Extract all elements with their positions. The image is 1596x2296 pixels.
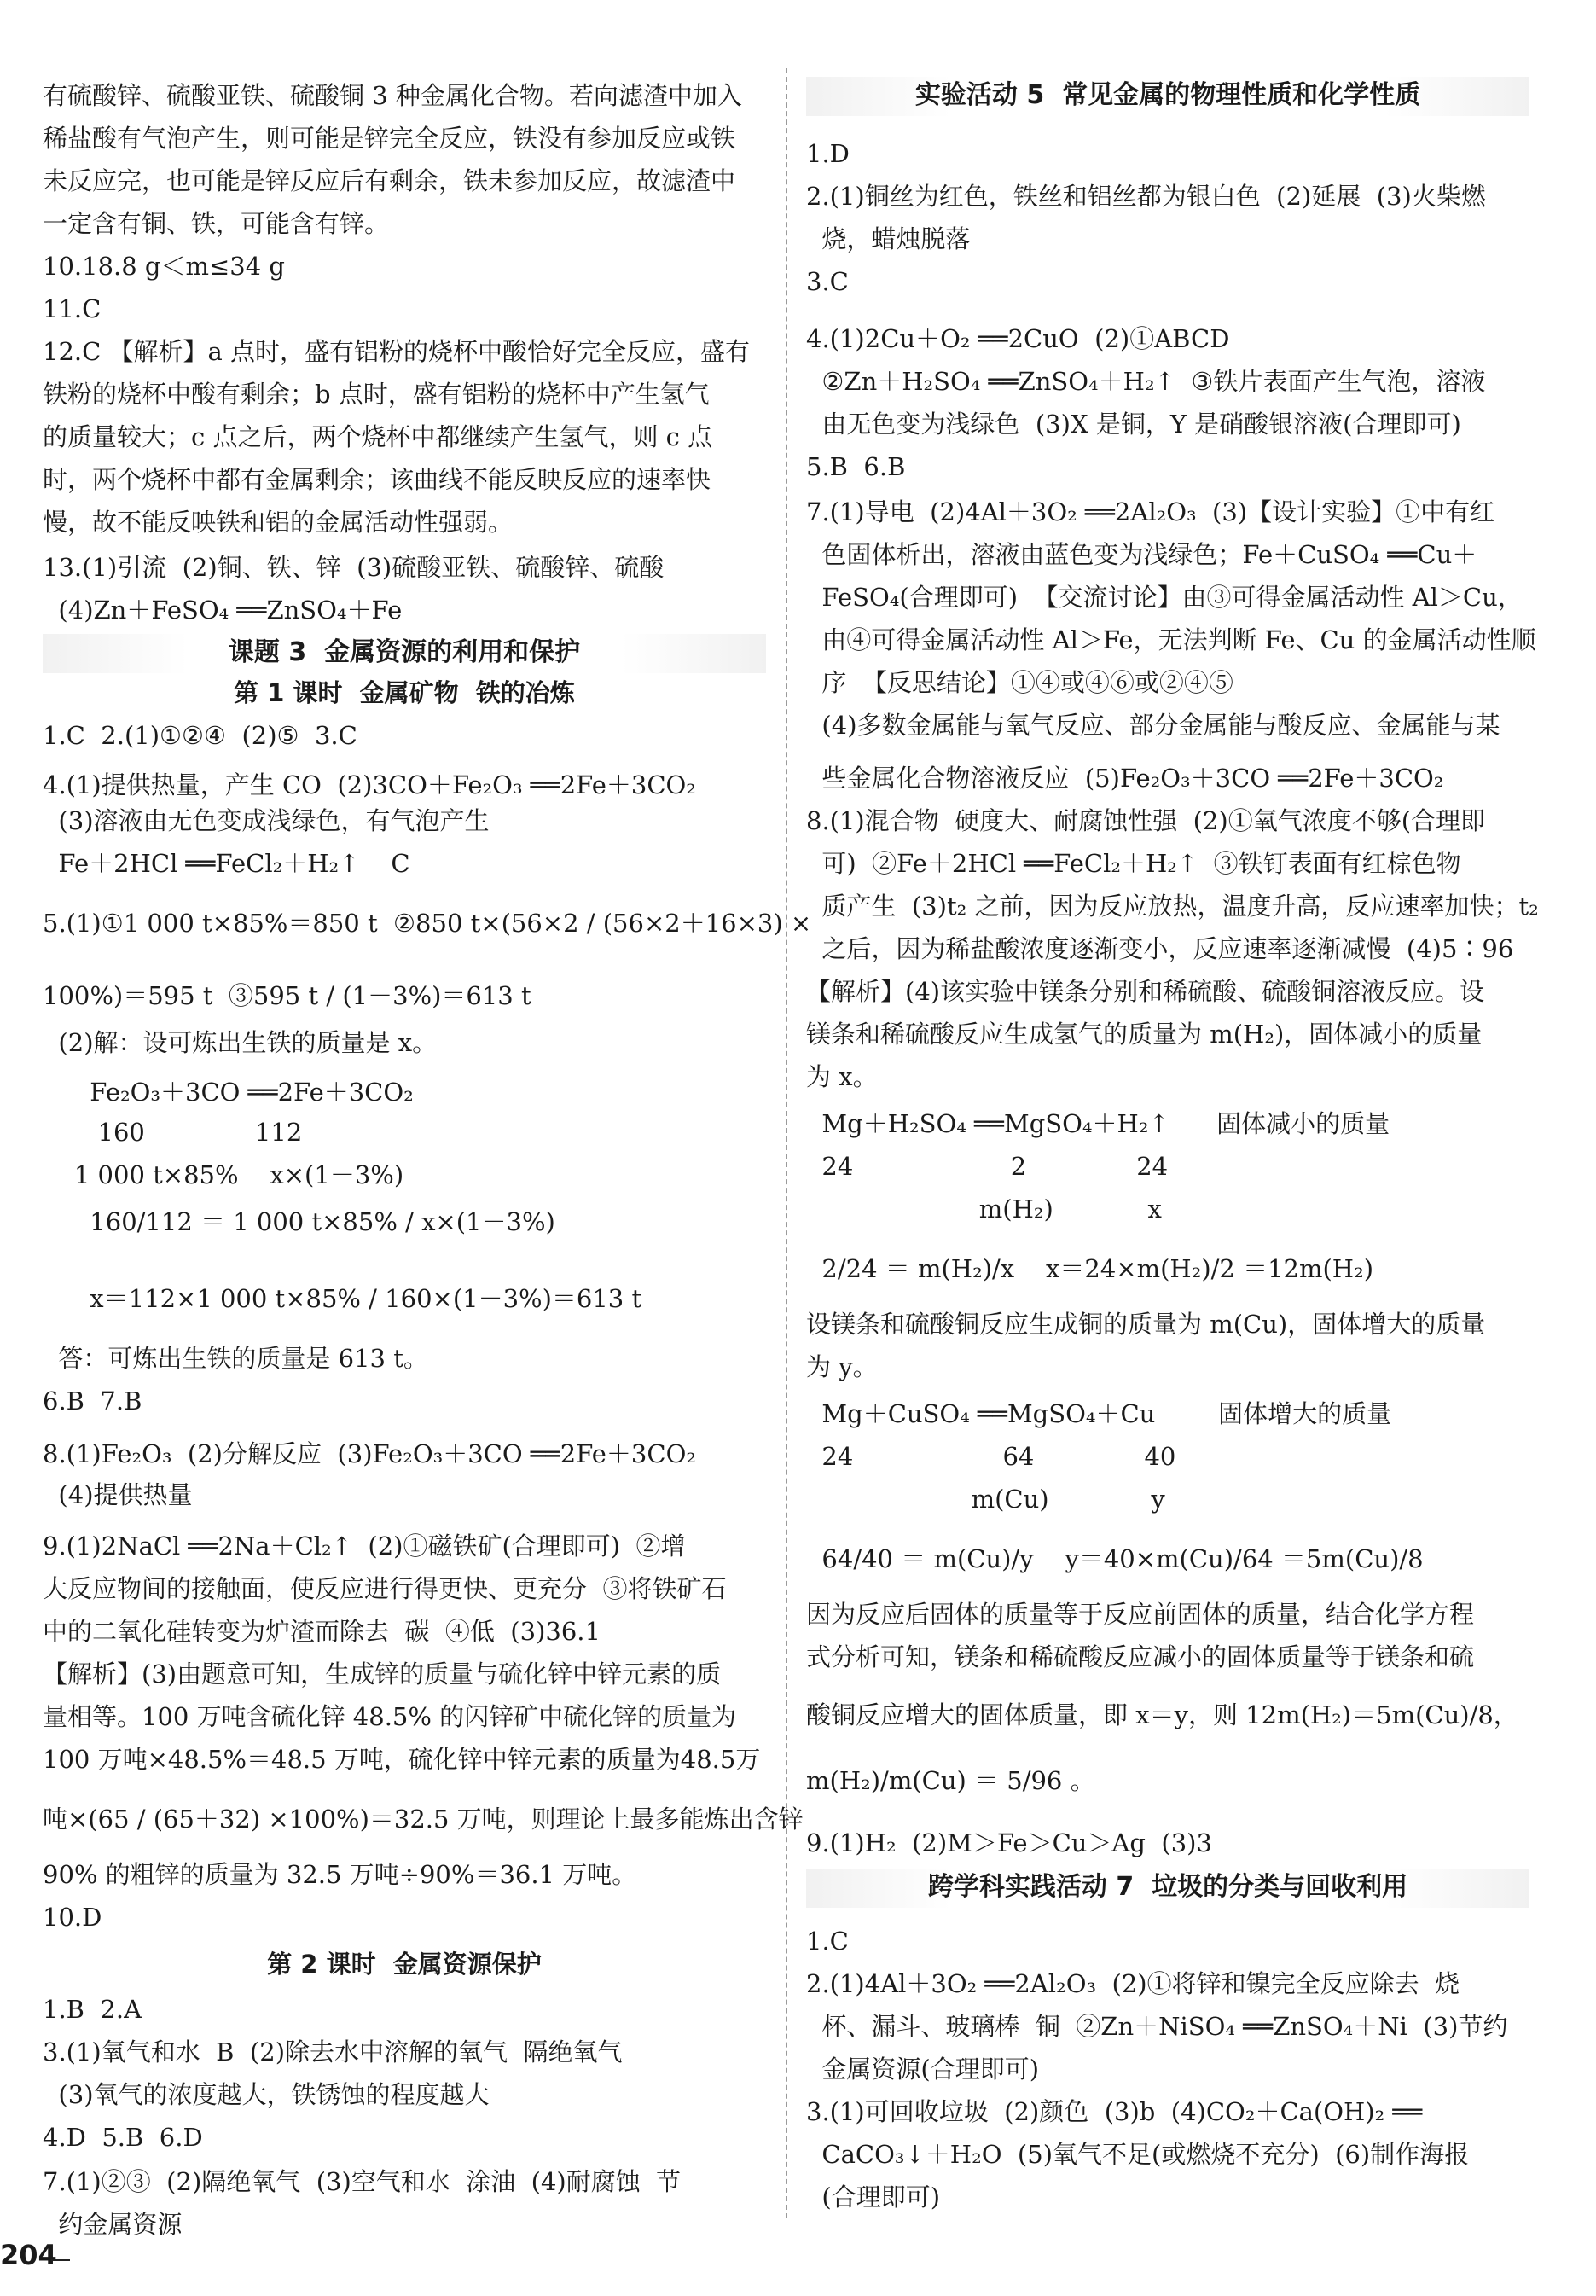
answer-line: 3.(1)可回收垃圾 (2)颜色 (3)b (4)CO₂＋Ca(OH)₂ ══ <box>806 2097 1423 2126</box>
answer-line: 64/40 ＝ m(Cu)/y y＝40×m(Cu)/64 ＝5m(Cu)/8 <box>806 1544 1424 1573</box>
answer-line: 4.D 5.B 6.D <box>43 2123 203 2152</box>
answer-line: 烧，蜡烛脱落 <box>806 224 971 253</box>
section-heading: 实验活动 5 常见金属的物理性质和化学性质 <box>914 80 1421 110</box>
answer-line: 1 000 t×85% x×(1－3%) <box>43 1160 404 1189</box>
answer-line: 10.D <box>43 1903 102 1932</box>
answer-line: 160/112 ＝ 1 000 t×85% / x×(1－3%) <box>43 1207 555 1236</box>
answer-line: (4)提供热量 <box>43 1480 193 1509</box>
answer-line: 7.(1)②③ (2)隔绝氧气 (3)空气和水 涂油 (4)耐腐蚀 节 <box>43 2167 682 2196</box>
answer-line: 4.(1)提供热量，产生 CO (2)3CO＋Fe₂O₃ ══2Fe＋3CO₂ <box>43 770 696 799</box>
answer-line: 设镁条和硫酸铜反应生成铜的质量为 m(Cu)，固体增大的质量 <box>806 1310 1486 1339</box>
answer-line: 由无色变为浅绿色 (3)X 是铜，Y 是硝酸银溶液(合理即可) <box>806 410 1461 439</box>
answer-line: 为 x。 <box>806 1062 878 1091</box>
answer-line: 色固体析出，溶液由蓝色变为浅绿色；Fe＋CuSO₄ ══Cu＋ <box>806 540 1477 569</box>
answer-line: 1.B 2.A <box>43 1995 142 2024</box>
answer-line: 有硫酸锌、硫酸亚铁、硫酸铜 3 种金属化合物。若向滤渣中加入 <box>43 81 742 110</box>
answer-line: 镁条和稀硫酸反应生成氢气的质量为 m(H₂)，固体减小的质量 <box>806 1020 1483 1049</box>
answer-line: FeSO₄(合理即可) 【交流讨论】由③可得金属活动性 Al＞Cu， <box>806 583 1523 612</box>
answer-line: 为 y。 <box>806 1352 878 1381</box>
answer-line: 之后，因为稀盐酸浓度逐渐变小，反应速率逐渐减慢 (4)5∶96 <box>806 934 1514 963</box>
answer-line: 4.(1)2Cu＋O₂ ══2CuO (2)①ABCD <box>806 324 1230 353</box>
answer-line: CaCO₃↓＋H₂O (5)氧气不足(或燃烧不充分) (6)制作海报 <box>806 2140 1470 2169</box>
answer-line: 5.B 6.B <box>806 452 906 481</box>
answer-line: Mg＋H₂SO₄ ══MgSO₄＋H₂↑ 固体减小的质量 <box>806 1109 1390 1138</box>
answer-line: 13.(1)引流 (2)铜、铁、锌 (3)硫酸亚铁、硫酸锌、硫酸 <box>43 553 665 582</box>
answer-line: (4)Zn＋FeSO₄ ══ZnSO₄＋Fe <box>43 596 403 625</box>
answer-line: 9.(1)2NaCl ══2Na＋Cl₂↑ (2)①磁铁矿(合理即可) ②增 <box>43 1532 686 1561</box>
answer-line: Fe＋2HCl ══FeCl₂＋H₂↑ C <box>43 849 410 878</box>
answer-line: 8.(1)混合物 硬度大、耐腐蚀性强 (2)①氧气浓度不够(合理即 <box>806 806 1486 835</box>
answer-line: 【解析】(4)该实验中镁条分别和稀硫酸、硫酸铜溶液反应。设 <box>806 977 1485 1006</box>
answer-line: 2.(1)4Al＋3O₂ ══2Al₂O₃ (2)①将锌和镍完全反应除去 烧 <box>806 1969 1460 1998</box>
answer-line: 2.(1)铜丝为红色，铁丝和铝丝都为银白色 (2)延展 (3)火柴燃 <box>806 182 1486 211</box>
section-heading: 跨学科实践活动 7 垃圾的分类与回收利用 <box>927 1872 1408 1902</box>
lesson-heading: 第 2 课时 金属资源保护 <box>267 1950 542 1979</box>
answer-line: 可) ②Fe＋2HCl ══FeCl₂＋H₂↑ ③铁钉表面有红棕色物 <box>806 849 1461 878</box>
answer-line: 24 64 40 <box>806 1442 1176 1471</box>
answer-line: 稀盐酸有气泡产生，则可能是锌完全反应，铁没有参加反应或铁 <box>43 124 736 153</box>
lesson-heading: 第 1 课时 金属矿物 铁的冶炼 <box>234 678 575 707</box>
answer-line: 3.(1)氧气和水 B (2)除去水中溶解的氧气 隔绝氧气 <box>43 2037 623 2066</box>
answer-line: 10.18.8 g＜m≤34 g <box>43 252 285 281</box>
answer-line: 序 【反思结论】①④或④⑥或②④⑤ <box>806 668 1233 697</box>
answer-line: (4)多数金属能与氧气反应、部分金属能与酸反应、金属能与某 <box>806 711 1500 740</box>
answer-line: 1.D <box>806 139 850 168</box>
answer-line: (合理即可) <box>806 2183 941 2212</box>
answer-line: (2)解：设可炼出生铁的质量是 x。 <box>43 1028 438 1057</box>
answer-line: 6.B 7.B <box>43 1386 142 1415</box>
answer-line: 5.(1)①1 000 t×85%＝850 t ②850 t×(56×2 / (56×2＋16×3) × <box>43 909 812 938</box>
answer-line: 160 112 <box>43 1118 303 1147</box>
answer-line: 1.C 2.(1)①②④ (2)⑤ 3.C <box>43 721 357 750</box>
answer-line: 大反应物间的接触面，使反应进行得更快、更充分 ③将铁矿石 <box>43 1574 727 1603</box>
answer-line: 由④可得金属活动性 Al＞Fe，无法判断 Fe、Cu 的金属活动性顺 <box>806 625 1536 654</box>
answer-line: 一定含有铜、铁，可能含有锌。 <box>43 209 390 238</box>
answer-line: Mg＋CuSO₄ ══MgSO₄＋Cu 固体增大的质量 <box>806 1399 1392 1428</box>
answer-line: 100%)＝595 t ③595 t / (1－3%)＝613 t <box>43 981 531 1010</box>
answer-line: m(Cu) y <box>806 1485 1165 1514</box>
answer-line: 100 万吨×48.5%＝48.5 万吨，硫化锌中锌元素的质量为48.5万 <box>43 1745 761 1774</box>
answer-line: Fe₂O₃＋3CO ══2Fe＋3CO₂ <box>43 1078 414 1107</box>
answer-line: 些金属化合物溶液反应 (5)Fe₂O₃＋3CO ══2Fe＋3CO₂ <box>806 764 1444 793</box>
answer-line: 的质量较大；c 点之后，两个烧杯中都继续产生氢气，则 c 点 <box>43 422 713 451</box>
answer-line: 杯、漏斗、玻璃棒 铜 ②Zn＋NiSO₄ ══ZnSO₄＋Ni (3)节约 <box>806 2012 1508 2041</box>
answer-line: (3)溶液由无色变成浅绿色，有气泡产生 <box>43 806 490 835</box>
answer-line: m(H₂) x <box>806 1195 1162 1224</box>
answer-line: 7.(1)导电 (2)4Al＋3O₂ ══2Al₂O₃ (3)【设计实验】①中有红 <box>806 497 1495 526</box>
answer-line: 【解析】(3)由题意可知，生成锌的质量与硫化锌中锌元素的质 <box>43 1660 722 1689</box>
answer-line: 吨×(65 / (65＋32) ×100%)＝32.5 万吨，则理论上最多能炼出含锌 <box>43 1805 804 1834</box>
column-divider <box>786 68 787 2218</box>
answer-line: 铁粉的烧杯中酸有剩余；b 点时，盛有铝粉的烧杯中产生氢气 <box>43 380 710 409</box>
answer-line: ②Zn＋H₂SO₄ ══ZnSO₄＋H₂↑ ③铁片表面产生气泡，溶液 <box>806 367 1486 396</box>
answer-line: 时，两个烧杯中都有金属剩余；该曲线不能反映反应的速率快 <box>43 465 711 494</box>
answer-line: 慢，故不能反映铁和铝的金属活动性强弱。 <box>43 508 514 537</box>
answer-line: 9.(1)H₂ (2)M＞Fe＞Cu＞Ag (3)3 <box>806 1828 1212 1857</box>
answer-line: 酸铜反应增大的固体质量，即 x＝y，则 12m(H₂)＝5m(Cu)/8， <box>806 1700 1518 1729</box>
answer-line: 24 2 24 <box>806 1152 1169 1181</box>
answer-line: 金属资源(合理即可) <box>806 2055 1040 2084</box>
answer-line: 未反应完，也可能是锌反应后有剩余，铁未参加反应，故滤渣中 <box>43 166 736 195</box>
answer-line: 质产生 (3)t₂ 之前，因为反应放热，温度升高，反应速率加快；t₂ <box>806 892 1539 921</box>
section-heading: 课题 3 金属资源的利用和保护 <box>228 637 581 667</box>
answer-line: 式分析可知，镁条和稀硫酸反应减小的固体质量等于镁条和硫 <box>806 1642 1475 1671</box>
answer-line: 2/24 ＝ m(H₂)/x x＝24×m(H₂)/2 ＝12m(H₂) <box>806 1254 1374 1283</box>
page-number-rule <box>51 2259 70 2261</box>
answer-line: 1.C <box>806 1927 849 1956</box>
answer-line: 答：可炼出生铁的质量是 613 t。 <box>43 1344 428 1373</box>
answer-line: 8.(1)Fe₂O₃ (2)分解反应 (3)Fe₂O₃＋3CO ══2Fe＋3CO₂ <box>43 1439 696 1468</box>
answer-line: m(H₂)/m(Cu) ＝ 5/96 。 <box>806 1766 1095 1795</box>
answer-line: x＝112×1 000 t×85% / 160×(1－3%)＝613 t <box>43 1284 642 1313</box>
answer-line: 12.C 【解析】a 点时，盛有铝粉的烧杯中酸恰好完全反应，盛有 <box>43 337 751 366</box>
answer-line: (3)氧气的浓度越大，铁锈蚀的程度越大 <box>43 2080 490 2109</box>
answer-line: 中的二氧化硅转变为炉渣而除去 碳 ④低 (3)36.1 <box>43 1617 601 1646</box>
answer-line: 约金属资源 <box>43 2210 183 2239</box>
answer-line: 因为反应后固体的质量等于反应前固体的质量，结合化学方程 <box>806 1600 1475 1629</box>
answer-line: 11.C <box>43 294 102 323</box>
answer-line: 3.C <box>806 267 849 296</box>
answer-line: 90% 的粗锌的质量为 32.5 万吨÷90%＝36.1 万吨。 <box>43 1860 637 1889</box>
page-number: 204 <box>0 2239 57 2271</box>
answer-line: 量相等。100 万吨含硫化锌 48.5% 的闪锌矿中硫化锌的质量为 <box>43 1702 737 1731</box>
